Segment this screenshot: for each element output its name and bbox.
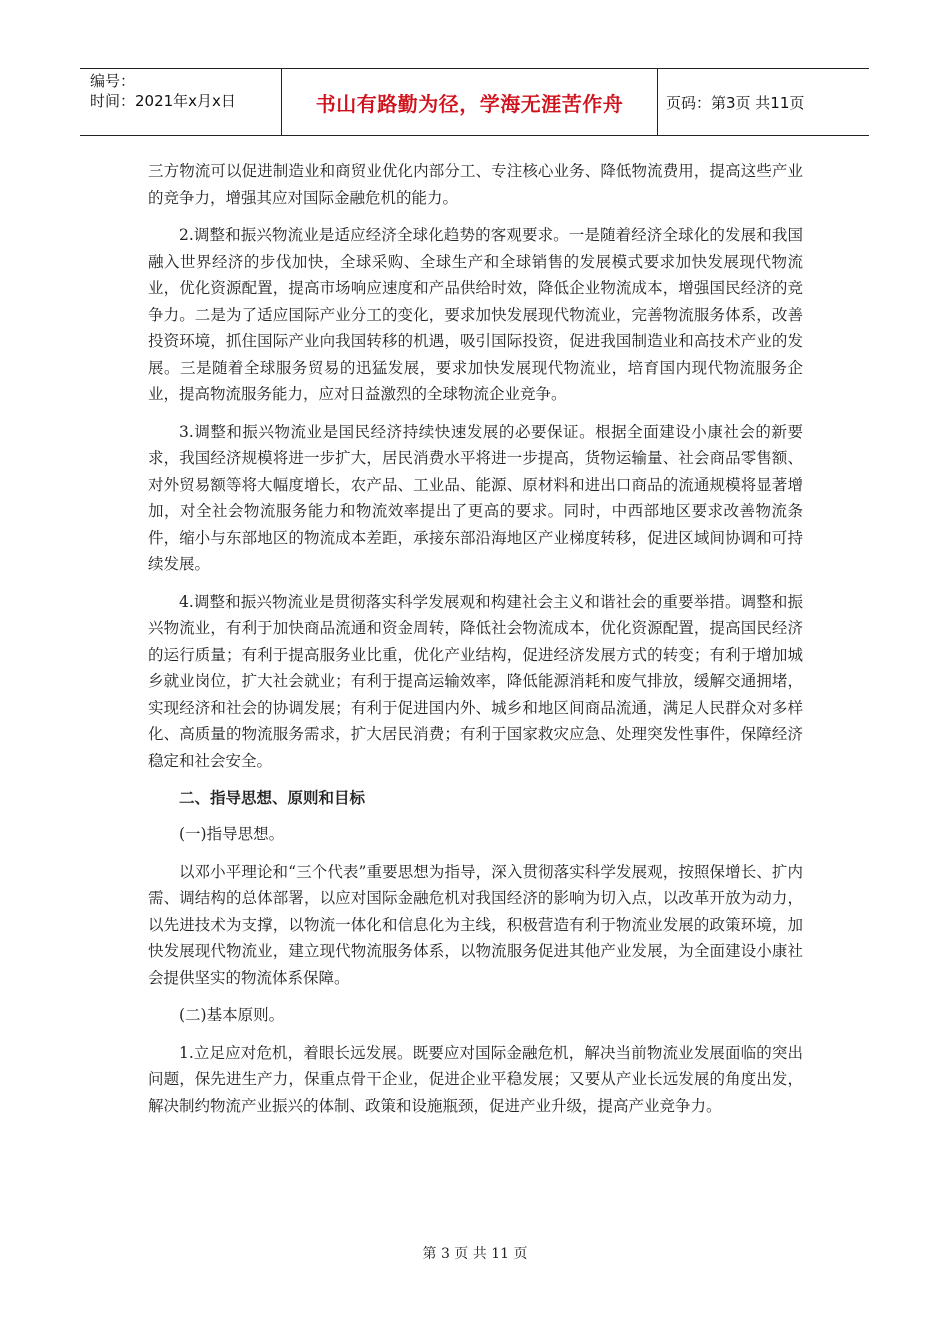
header-page-info: 页码：第3页 共11页 [666, 93, 805, 112]
document-date: 时间：2021年x月x日 [90, 92, 236, 110]
header-divider [657, 69, 658, 135]
page-header [80, 68, 869, 136]
subsection-heading-basic-principles: (二)基本原则。 [179, 1006, 285, 1024]
document-number-label: 编号： [90, 72, 136, 90]
section-heading: 二、指导思想、原则和目标 [179, 788, 366, 807]
header-meta [90, 71, 280, 111]
paragraph-point-3: 3.调整和振兴物流业是国民经济持续快速发展的必要保证。根据全面建设小康社会的新要求，我国经济规模将进一步扩大，居民消费水平将进一步提高，货物运输量、社会商品零售额、对外贸易额等将大幅度增长，农产品、工业品、能源、原材料和进出口商品的流通规模将显著增加，对全社会物流服务能力和物流效率提出了更高的要求。同时，中西部地区要求改善物流条件，缩小与东部地区的物流成本差距，承接东部沿海地区产业梯度转移，促进区域间协调和可持续发展。 [148, 422, 803, 573]
paragraph-principle-1: 1.立足应对危机，着眼长远发展。既要应对国际金融危机，解决当前物流业发展面临的突出问题，保先进生产力，保重点骨干企业，促进企业平稳发展；又要从产业长远发展的角度出发，解决制约物流产业振兴的体制、政策和设施瓶颈，促进产业升级，提高产业竞争力。 [148, 1043, 803, 1115]
document-body [148, 158, 803, 1130]
paragraph-point-2: 2.调整和振兴物流业是适应经济全球化趋势的客观要求。一是随着经济全球化的发展和我国融入世界经济的步伐加快，全球采购、全球生产和全球销售的发展模式要求加快发展现代物流业，优化资源配置，提高市场响应速度和产品供给时效，降低企业物流成本，增强国民经济的竞争力。二是为了适应国际产业分工的变化，要求加快发展现代物流业，完善物流服务体系，改善投资环境，抓住国际产业向我国转移的机遇，吸引国际投资，促进我国制造业和高技术产业的发展。三是随着全球服务贸易的迅猛发展，要求加快发展现代物流业，培育国内现代物流服务企业，提高物流服务能力，应对日益激烈的全球物流企业竞争。 [148, 226, 803, 403]
header-motto: 书山有路勤为径，学海无涯苦作舟 [315, 91, 624, 116]
paragraph-point-4: 4.调整和振兴物流业是贯彻落实科学发展观和构建社会主义和谐社会的重要举措。调整和振兴物流业，有利于加快商品流通和资金周转，降低社会物流成本，优化资源配置，提高国民经济的运行质量；有利于提高服务业比重，优化产业结构，促进经济发展方式的转变；有利于增加城乡就业岗位，扩大社会就业；有利于提高运输效率，降低能源消耗和废气排放，缓解交通拥堵，实现经济和社会的协调发展；有利于促进国内外、城乡和地区间商品流通，满足人民群众对多样化、高质量的物流服务需求，扩大居民消费；有利于国家救灾应急、处理突发性事件，保障经济稳定和社会安全。 [148, 592, 803, 770]
paragraph-guiding-ideology: 以邓小平理论和“三个代表”重要思想为指导，深入贯彻落实科学发展观，按照保增长、扩内需、调结构的总体部署，以应对国际金融危机对我国经济的影响为切入点，以改革开放为动力，以先进技术为支撑，以物流一体化和信息化为主线，积极营造有利于物流业发展的政策环境，加快发展现代物流业，建立现代物流服务体系，以物流服务促进其他产业发展，为全面建设小康社会提供坚实的物流体系保障。 [148, 862, 803, 987]
subsection-heading-guiding-ideology: (一)指导思想。 [179, 825, 285, 843]
paragraph-continued: 三方物流可以促进制造业和商贸业优化内部分工、专注核心业务、降低物流费用，提高这些产业的竞争力，增强其应对国际金融危机的能力。 [148, 162, 803, 207]
page-footer: 第 3 页 共 11 页 [422, 1246, 528, 1262]
